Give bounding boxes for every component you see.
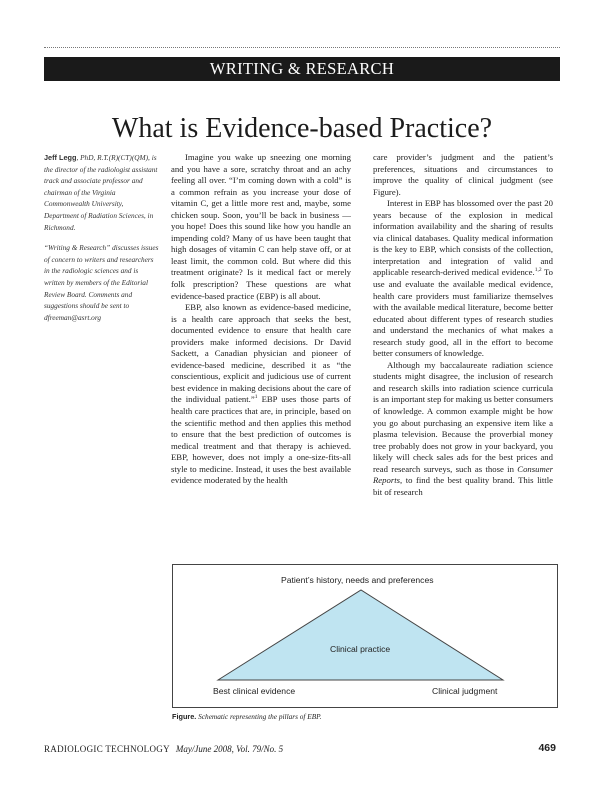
paragraph-text: To use and evaluate the available medical evidence, health care providers must familiarize themselves with the available medical literature, become better educated about different types of research studies and understand the mechanics of what makes a research study good, all in the effort to become better consumers of knowledge. (373, 267, 553, 359)
author-bio (44, 152, 159, 233)
citation-ref: 1 (254, 394, 258, 401)
paragraph-text: EBP uses those parts of health care practices that are, in principle, based on the scientific method and then applies this method to ensure that the best prediction of outcomes is medical treatment and that therapy is achieved. EBP, however, does not imply a one-size-fits-all style to medicine. Instead, it uses the best available evidence moderated by the health (171, 394, 351, 486)
author-sidebar (44, 152, 159, 332)
ebp-triangle (218, 590, 503, 680)
figure-label-left: Best clinical evidence (213, 686, 296, 696)
top-dotted-rule (44, 47, 560, 48)
paragraph (373, 198, 553, 360)
ebp-figure (172, 564, 558, 708)
body-column-2 (373, 152, 553, 498)
paragraph-text: Interest in EBP has blossomed over the past 20 years because of the explosion in medical information availability and the sharing of results via clinical databases. Quality medical information is the key to EBP, which consists of the collection, interpretation and integration of valid and applicable research-derived medical evidence. (373, 198, 553, 278)
figure-caption-text: Schematic representing the pillars of EBP. (196, 712, 322, 721)
paragraph: care provider’s judgment and the patient’s preferences, situations and circumstances to improve the quality of clinical judgment (see Figure). (373, 152, 553, 197)
article-title: What is Evidence-based Practice? (111, 113, 493, 144)
column-note: “Writing & Research” discusses issues of concern to writers and researchers in the radiologic sciences and is written by members of the Editorial Review Board. Comments and suggestions should be sent to dfreeman@asrt.org (44, 243, 159, 322)
paragraph (171, 302, 351, 487)
body-column-1 (171, 152, 351, 487)
figure-caption (172, 712, 560, 721)
paragraph-text: Although my baccalaureate radiation science students might disagree, the inclusion of research and research skills into radiation science curricula is an important step for making us better consumers of knowledge. A common example might be how you go about purchasing an expensive item like a plasma television. Because the proverbial money tree probably does not grow in your backyard, you likely will check sales ads for the best prices and read research surveys, such as those in (373, 359, 553, 474)
section-header: WRITING & RESEARCH (44, 57, 560, 81)
issue-info: May/June 2008, Vol. 79/No. 5 (175, 744, 284, 754)
figure-caption-label: Figure. (172, 712, 197, 721)
citation-ref: 1,2 (534, 267, 542, 274)
journal-name: RADIOLOGIC TECHNOLOGY (44, 744, 170, 754)
paragraph-text: , to find the best quality brand. This little bit of research (373, 475, 553, 497)
figure-label-right: Clinical judgment (432, 686, 498, 696)
figure-label-center: Clinical practice (330, 644, 391, 654)
author-bio-text: , PhD, R.T.(R)(CT)(QM), is the director of the radiologist assistant track and associate professor and chairman of the Virginia Commonwealth University, Department of Radiation Sciences, in Richmond. (44, 153, 158, 232)
paragraph (373, 360, 553, 499)
author-name: Jeff Legg (44, 153, 77, 162)
page-footer (44, 744, 560, 754)
paragraph-text: EBP, also known as evidence-based medicine, is a health care approach that seeks the best, documented evidence to ensure that health care providers make informed decisions. Dr David Sackett, a Canadian physician and pioneer of evidence-based medicine, described it as “the conscientious, explicit and judicious use of current best evidence in making decisions about the care of the individual patient.” (171, 302, 351, 405)
paragraph: Imagine you wake up sneezing one morning and you have a sore, scratchy throat and an achy feeling all over. “I’m coming down with a cold” is a common refrain as you increase your dose of vitamin C, get a little more rest and, maybe, some chicken soup. Soon, you’ll be back in business — you hope! Does this sound like how you handle an impending cold? Many of us have been taught that high dosages of vitamin C can help stave off, or at least limit, the common cold. But where did this treatment originate? Is it medical fact or merely folk prescription? These questions are what evidence-based practice (EBP) is all about. (171, 152, 351, 301)
figure-label-top: Patient’s history, needs and preferences (281, 575, 434, 585)
publication-name: Consumer Reports (373, 463, 553, 486)
page-number: 469 (538, 742, 556, 754)
